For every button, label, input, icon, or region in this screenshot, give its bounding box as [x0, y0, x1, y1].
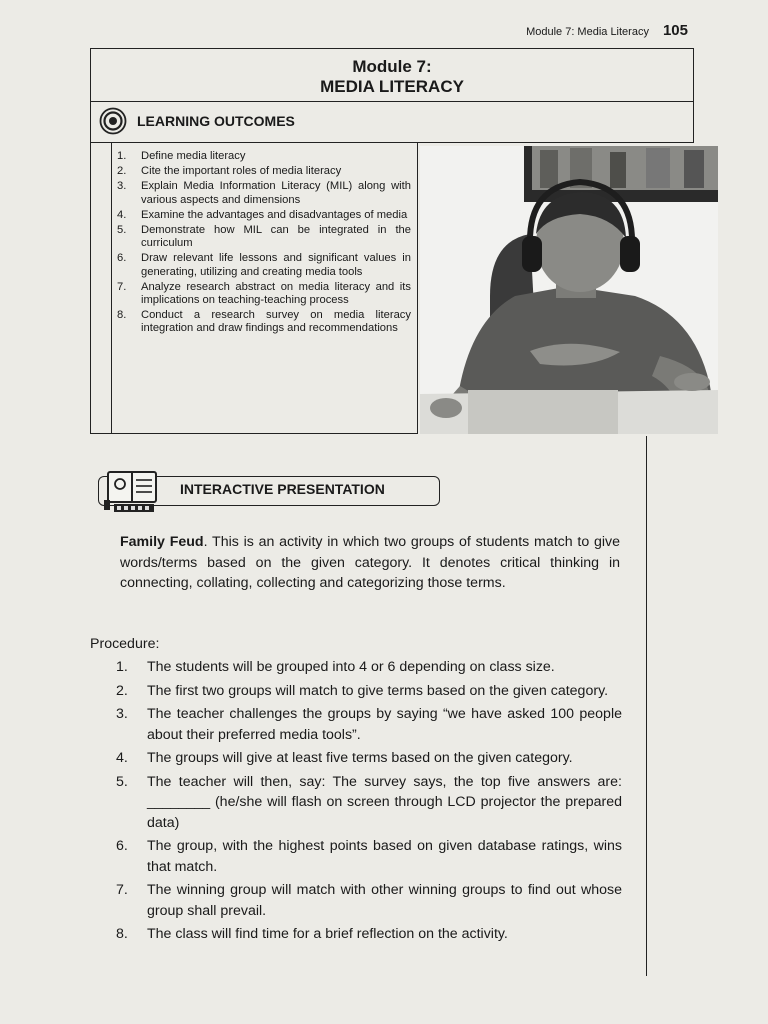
item-number: 5.	[117, 224, 127, 237]
list-item	[117, 150, 411, 163]
item-number: 6.	[117, 252, 127, 265]
list-item	[116, 704, 622, 745]
list-item	[117, 165, 411, 178]
activity-name: Family Feud	[120, 534, 204, 550]
divider	[111, 143, 112, 433]
step-number: 3.	[116, 706, 128, 722]
list-item	[117, 209, 411, 222]
list-item	[116, 924, 622, 945]
list-item	[116, 681, 622, 702]
step-text: The groups will give at least five terms based on the given category.	[147, 750, 573, 766]
list-item	[116, 880, 622, 921]
list-item	[117, 252, 411, 278]
step-number: 6.	[116, 838, 128, 854]
interactive-presentation-heading: INTERACTIVE PRESENTATION	[180, 481, 385, 497]
list-item	[116, 772, 622, 834]
item-text: Examine the advantages and disadvantages of media	[141, 208, 408, 221]
list-item	[117, 224, 411, 250]
item-number: 4.	[117, 208, 127, 221]
step-text: The teacher challenges the groups by saying “we have asked 100 people about their preferred media tools”.	[147, 706, 622, 743]
step-text: The students will be grouped into 4 or 6 depending on class size.	[147, 659, 555, 675]
list-item	[117, 281, 411, 307]
item-text: Conduct a research survey on media literacy integration and draw findings and recommendations	[141, 309, 411, 335]
step-number: 7.	[116, 882, 128, 898]
item-number: 7.	[117, 280, 127, 293]
step-number: 8.	[116, 926, 128, 942]
item-text: Demonstrate how MIL can be integrated in the curriculum	[141, 224, 411, 250]
module-title: MEDIA LITERACY	[320, 77, 464, 96]
list-item	[117, 180, 411, 206]
step-text: The teacher will then, say: The survey says, the top five answers are: ________ (he/she will flash on screen through LCD projector the prepared data)	[147, 773, 622, 831]
page-number: 105	[662, 22, 688, 39]
learning-outcomes-heading: LEARNING OUTCOMES	[137, 113, 295, 129]
step-text: The winning group will match with other winning groups to find out whose group shall prevail.	[147, 882, 622, 919]
activity-description: . This is an activity in which two groups of students match to give words/terms based on the given category. It denotes critical thinking in connecting, collating, collecting and categorizing those terms.	[120, 534, 620, 591]
item-text: Draw relevant life lessons and significant values in generating, utilizing and creating media tools	[141, 252, 411, 278]
step-number: 4.	[116, 750, 128, 766]
procedure-steps	[116, 657, 622, 948]
list-item	[116, 836, 622, 877]
module-number: Module 7:	[352, 57, 432, 76]
activity-intro	[120, 532, 620, 594]
item-text: Analyze research abstract on media literacy and its implications on teaching-teaching process	[141, 280, 411, 307]
step-text: The first two groups will match to give terms based on the given category.	[147, 682, 609, 699]
book-screen-icon	[102, 468, 162, 514]
running-header	[526, 22, 688, 39]
list-item	[117, 309, 411, 335]
learning-outcomes-list-box	[90, 143, 418, 434]
item-text: Cite the important roles of media literacy	[141, 165, 342, 178]
module-title-box	[90, 48, 694, 102]
list-item	[116, 657, 622, 678]
item-number: 1.	[117, 150, 127, 162]
item-text: Define media literacy	[141, 150, 246, 162]
procedure-title: Procedure:	[90, 636, 160, 652]
step-text: The group, with the highest points based on given database ratings, wins that match.	[147, 838, 622, 875]
learning-outcomes-header	[90, 100, 694, 143]
step-number: 1.	[116, 659, 128, 675]
step-number: 2.	[116, 682, 128, 699]
divider	[646, 436, 647, 976]
running-header-title: Module 7: Media Literacy	[526, 26, 649, 38]
item-number: 3.	[117, 180, 127, 193]
item-number: 8.	[117, 309, 127, 322]
target-icon	[99, 107, 127, 135]
list-item	[116, 748, 622, 769]
interactive-presentation-banner	[98, 468, 440, 512]
item-number: 2.	[117, 165, 127, 178]
student-with-headphones-photo	[420, 146, 718, 434]
item-text: Explain Media Information Literacy (MIL) along with various aspects and dimensions	[141, 180, 411, 206]
step-number: 5.	[116, 773, 128, 790]
step-text: The class will find time for a brief reflection on the activity.	[147, 926, 508, 942]
learning-outcomes-list	[117, 150, 411, 338]
